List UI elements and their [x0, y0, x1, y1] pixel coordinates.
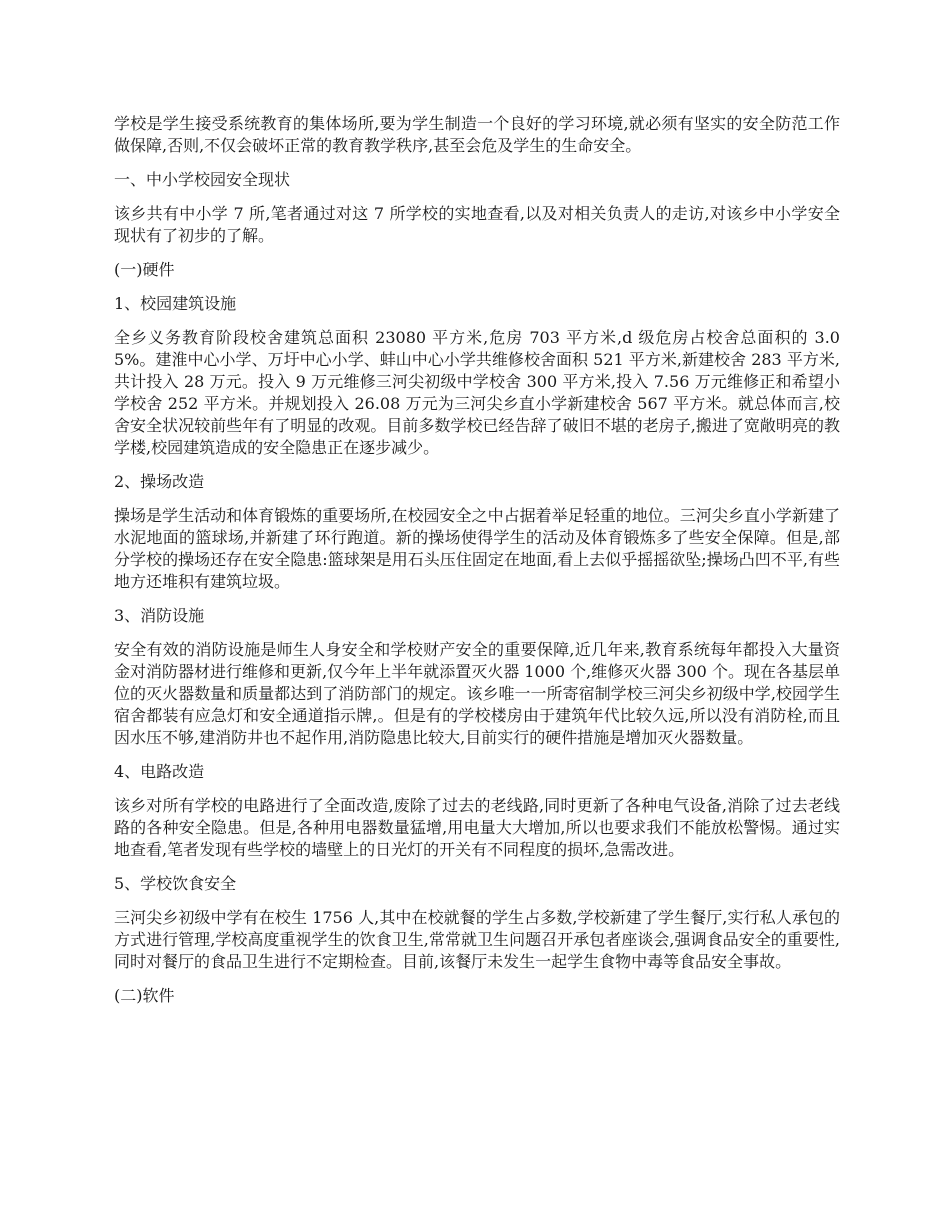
survey-paragraph: 该乡共有中小学 7 所,笔者通过对这 7 所学校的实地查看,以及对相关负责人的走访,对该乡中小学安全现状有了初步的了解。	[114, 204, 840, 245]
item-heading-food-safety: 5、学校饮食安全	[114, 874, 237, 893]
fire-safety-paragraph: 安全有效的消防设施是师生人身安全和学校财产安全的重要保障,近几年来,教育系统每年都投入大量资金对消防器材进行维修和更新,仅今年上半年就添置灭火器 1000 个,维修灭火器 300 个。现在各基层单位的灭火器数量和质量都达到了消防部门的规定。该乡唯一一所寄宿制学校三河尖乡初级中学,校园学生宿舍都装有应急灯和安全通道指示牌,。但是有的学校楼房由于建筑年代比较久远,所以没有消防栓,而且因水压不够,建消防井也不起作用,消防隐患比较大,目前实行的硬件措施是增加灭火器数量。	[114, 640, 840, 747]
playground-paragraph: 操场是学生活动和体育锻炼的重要场所,在校园安全之中占据着举足轻重的地位。三河尖乡直小学新建了水泥地面的篮球场,并新建了环行跑道。新的操场使得学生的活动及体育锻炼多了些安全保障。但是,部分学校的操场还存在安全隐患:篮球架是用石头压住固定在地面,看上去似乎摇摇欲坠;操场凸凹不平,有些地方还堆积有建筑垃圾。	[114, 506, 840, 591]
electrical-paragraph: 该乡对所有学校的电路进行了全面改造,废除了过去的老线路,同时更新了各种电气设备,消除了过去老线路的各种安全隐患。但是,各种用电器数量猛增,用电量大大增加,所以也要求我们不能放松警惕。通过实地查看,笔者发现有些学校的墙壁上的日光灯的开关有不同程度的损坏,急需改进。	[114, 796, 840, 859]
document-body	[114, 113, 840, 1019]
item-heading-electrical: 4、电路改造	[114, 762, 205, 781]
section-heading-1: 一、中小学校园安全现状	[114, 170, 291, 189]
food-safety-paragraph: 三河尖乡初级中学有在校生 1756 人,其中在校就餐的学生占多数,学校新建了学生餐厅,实行私人承包的方式进行管理,学校高度重视学生的饮食卫生,常常就卫生问题召开承包者座谈会,强调食品安全的重要性,同时对餐厅的食品卫生进行不定期检查。目前,该餐厅未发生一起学生食物中毒等食品安全事故。	[114, 908, 840, 971]
item-heading-playground: 2、操场改造	[114, 472, 205, 491]
buildings-paragraph: 全乡义务教育阶段校舍建筑总面积 23080 平方米,危房 703 平方米,d 级危房占校舍总面积的 3.05%。建淮中心小学、万圩中心小学、蚌山中心小学共维修校舍面积 521 平方米,新建校舍 283 平方米,共计投入 28 万元。投入 9 万元维修三河尖初级中学校舍 300 平方米,投入 7.56 万元维修正和希望小学校舍 252 平方米。并规划投入 26.08 万元为三河尖乡直小学新建校舍 567 平方米。就总体而言,校舍安全状况较前些年有了明显的改观。目前多数学校已经告辞了破旧不堪的老房子,搬进了宽敞明亮的教学楼,校园建筑造成的安全隐患正在逐步减少。	[114, 328, 840, 457]
intro-paragraph: 学校是学生接受系统教育的集体场所,要为学生制造一个良好的学习环境,就必须有坚实的安全防范工作做保障,否则,不仅会破坏正常的教育教学秩序,甚至会危及学生的生命安全。	[114, 114, 840, 155]
item-heading-buildings: 1、校园建筑设施	[114, 294, 237, 313]
subsection-heading-software: (二)软件	[114, 986, 175, 1005]
subsection-heading-hardware: (一)硬件	[114, 260, 175, 279]
item-heading-fire-safety: 3、消防设施	[114, 606, 205, 625]
